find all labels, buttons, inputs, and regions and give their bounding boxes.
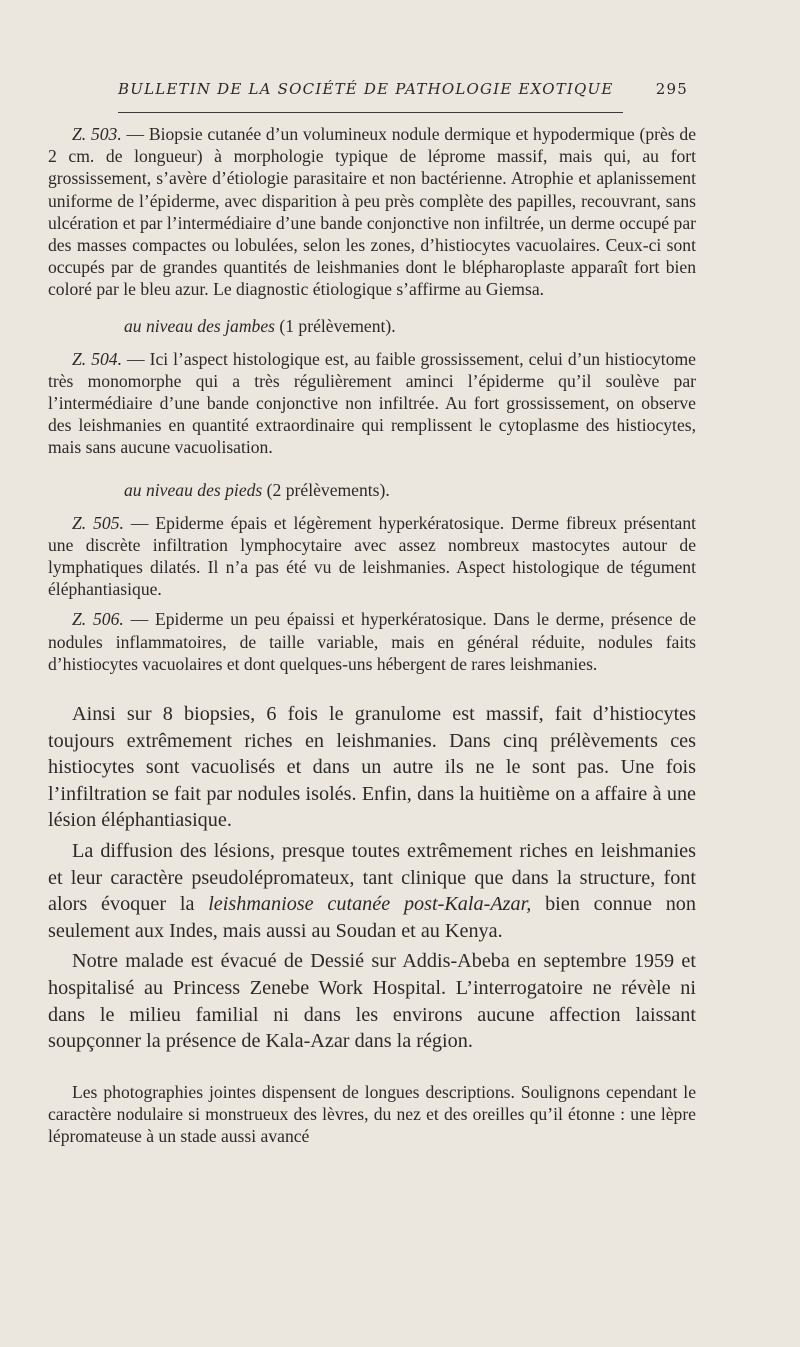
specimen-text: — Epiderme un peu épaissi et hyperkératosique. Dans le derme, présence de nodules inflammatoires, de taille variable, mais en général réduite, nodules faits d’histiocytes vacuolaires et dont quelques-uns hébergent de rares leishmanies. (48, 609, 697, 674)
subheading-pieds (48, 479, 696, 501)
specimen-text: — Biopsie cutanée d’un volumineux nodule dermique et hypodermique (près de 2 cm. de longueur) à morphologie typique de léprome massif, mais qui, au fort grossissement, s’avère d’étiologie parasitaire et non bactérienne. Atrophie et aplanissement uniforme de l’épiderme, avec disparition à peu près complète des papilles, recouvrant, sans ulcération et par l’intermédiaire d’une bande conjonctive non infiltrée, un derme occupé par des masses compactes ou lobulées, selon les zones, d’histiocytes vacuolaires. Ceux-ci sont occupés par de grandes quantités de leishmanies dont le blépharoplaste apparaît fort bien coloré par le bleu azur. Le diagnostic étiologique s’affirme au Giemsa. (48, 124, 696, 300)
diffusion-italic: leishmaniose cutanée post-Kala-Azar, (208, 893, 532, 916)
subheading-rest: (1 prélèvement). (274, 315, 396, 336)
header-rule (118, 112, 623, 113)
paragraph-ainsi: Ainsi sur 8 biopsies, 6 fois le granulome est massif, fait d’histiocytes toujours extrêmement riches en leishmanies. Dans cinq prélèvements ces histiocytes sont vacuolisés et dans un autre ils ne le sont pas. Une fois l’infiltration se fait par nodules isolés. Enfin, dans la huitième on a affaire à une lésion éléphantiasique. (48, 703, 696, 832)
specimen-text: — Epiderme épais et légèrement hyperkératosique. Derme fibreux présentant une discrète infiltration lymphocytaire avec assez nombreux mastocytes autour de lymphatiques dilatés. Il n’a pas été vu de leishmanies. Aspect histologique de tégument éléphantiasique. (48, 512, 697, 600)
specimen-label: Z. 503. (72, 124, 122, 144)
subheading-italic: au niveau des pieds (124, 479, 263, 500)
specimen-label: Z. 506. (72, 609, 124, 630)
body-text (48, 123, 696, 1147)
subheading-italic: au niveau des jambes (124, 315, 275, 336)
specimen-label: Z. 505. (72, 512, 124, 533)
diffusion-text: La diffusion des lésions, presque toutes extrêmement riches en leishmanies et leur caractère pseudolépromateux, tant clinique que dans la structure, font alors évoquer la (48, 840, 696, 916)
paragraph-malade: Notre malade est évacué de Dessié sur Addis-Abeba en septembre 1959 et hospitalisé au Princess Zenebe Work Hospital. L’interrogatoire ne révèle ni dans le milieu familial ni dans les environs aucune affection laissant soupçonner la présence de Kala-Azar dans la région. (48, 950, 696, 1053)
diffusion-text-end: bien connue non seulement aux Indes, mais aussi au Soudan et au Kenya. (48, 893, 696, 942)
subheading-rest: (2 prélèvements). (262, 479, 390, 500)
paragraph-z503 (48, 123, 696, 301)
paragraph-diffusion (48, 838, 696, 944)
page-number: 295 (655, 80, 688, 98)
subheading-jambes (48, 315, 696, 337)
specimen-text: — Ici l’aspect histologique est, au faible grossissement, celui d’un histiocytome très monomorphe qui a très régulièrement aminci l’épiderme qu’il soulève par l’intermédiaire d’une bande conjonctive non infiltrée. Au fort grossissement, on observe des leishmanies en quantité extraordinaire qui remplissent le cytoplasme des histiocytes, mais sans aucune vacuolisation. (48, 348, 696, 458)
paragraph-z505 (48, 512, 696, 601)
paragraph-z506 (48, 608, 696, 675)
paragraph-z504 (48, 348, 696, 459)
specimen-label: Z. 504. (72, 348, 122, 369)
paragraph-photographies: Les photographies jointes dispensent de longues descriptions. Soulignons cependant le caractère nodulaire si monstrueux des lèvres, du nez et des oreilles qu’il étonne : une lèpre lépromateuse à un stade aussi avancé (48, 1081, 696, 1147)
journal-title: BULLETIN DE LA SOCIÉTÉ DE PATHOLOGIE EXOTIQUE (118, 80, 614, 98)
